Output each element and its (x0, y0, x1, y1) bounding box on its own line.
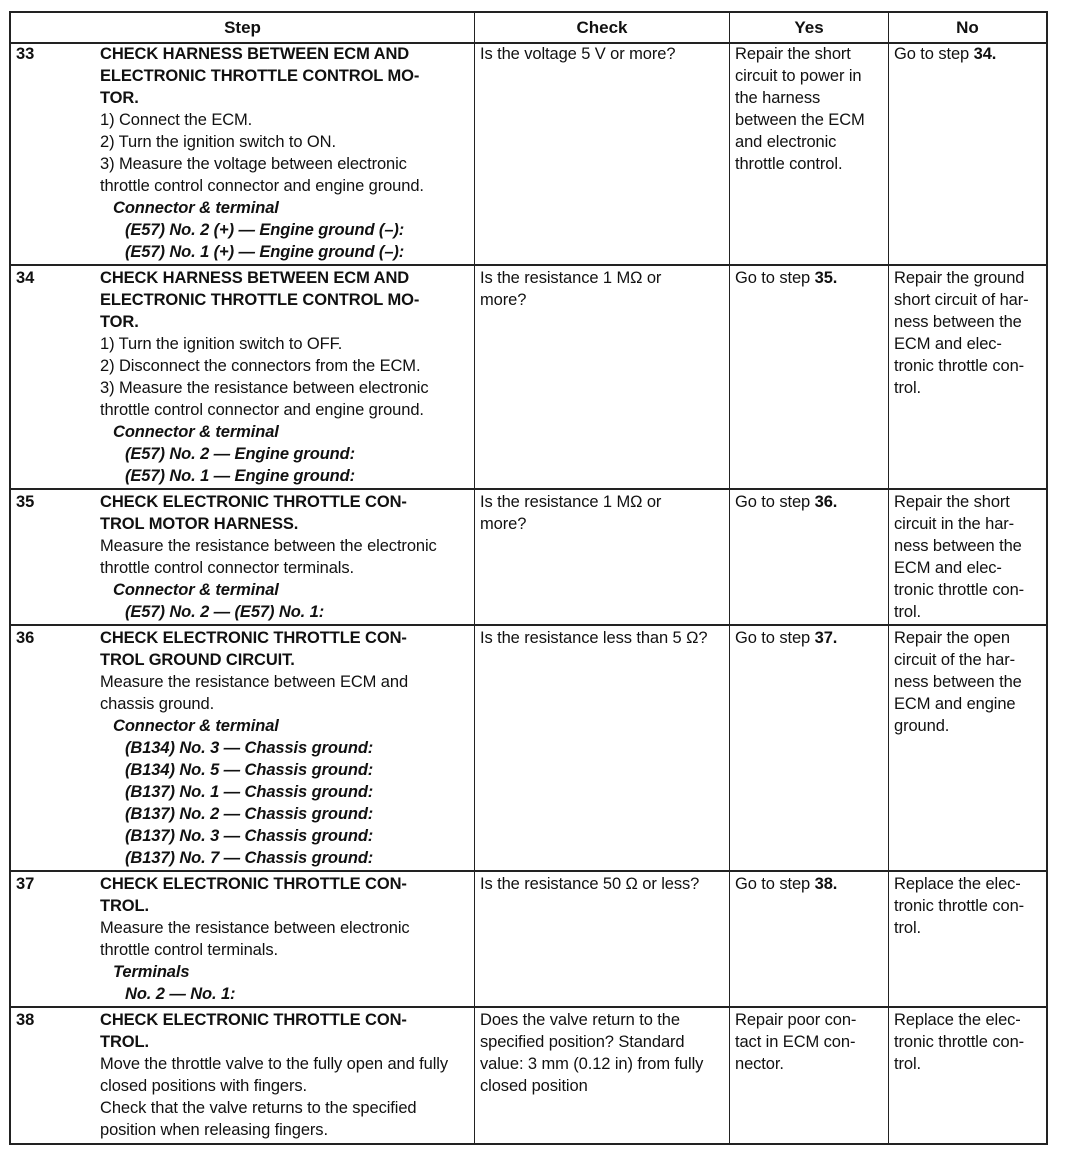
step-title: ELECTRONIC THROTTLE CONTROL MO- (100, 291, 420, 309)
check-text: closed position (480, 1077, 588, 1095)
step-instruction: Move the throttle valve to the fully open and fully (100, 1055, 449, 1073)
yes-cell (735, 873, 890, 895)
step-instruction: closed positions with fingers. (100, 1077, 308, 1095)
connector-terminal: (B137) No. 7 — Chassis ground: (125, 849, 374, 867)
check-text: Does the valve return to the (480, 1011, 680, 1029)
no-text: ness between the (894, 537, 1022, 555)
no-text: Repair the ground (894, 269, 1025, 287)
no-text: trol. (894, 379, 922, 397)
step-instruction: 1) Turn the ignition switch to OFF. (100, 335, 343, 353)
yes-text: Repair poor con- (735, 1011, 857, 1029)
connector-terminal: (E57) No. 1 (+) — Engine ground (–): (125, 243, 405, 261)
yes-cell (735, 491, 890, 513)
table-row (11, 1008, 1046, 1143)
connector-terminal: (E57) No. 2 — (E57) No. 1: (125, 603, 325, 621)
no-text: Replace the elec- (894, 875, 1021, 893)
no-text: Repair the open (894, 629, 1010, 647)
table-row (11, 490, 1046, 626)
step-instruction: throttle control connector terminals. (100, 559, 355, 577)
table-row (11, 626, 1046, 872)
step-title: CHECK ELECTRONIC THROTTLE CON- (100, 875, 407, 893)
connector-terminal: (B137) No. 1 — Chassis ground: (125, 783, 374, 801)
table-header (11, 13, 1046, 44)
step-title: TOR. (100, 89, 139, 107)
check-cell (480, 1009, 732, 1097)
step-cell (100, 1009, 472, 1141)
yes-text: Go to step 37. (735, 629, 838, 647)
check-cell (480, 491, 732, 535)
step-instruction: Measure the resistance between ECM and (100, 673, 409, 691)
yes-cell (735, 1009, 890, 1075)
step-instruction: 2) Turn the ignition switch to ON. (100, 133, 336, 151)
step-instruction: Measure the resistance between the electronic (100, 537, 437, 555)
connector-terminal: (B137) No. 2 — Chassis ground: (125, 805, 374, 823)
no-text: ECM and elec- (894, 335, 1002, 353)
yes-text: Go to step 36. (735, 493, 838, 511)
no-text: Go to step 34. (894, 45, 997, 63)
check-text: value: 3 mm (0.12 in) from fully (480, 1055, 704, 1073)
table-row (11, 42, 1046, 266)
check-cell (480, 267, 732, 311)
check-text: more? (480, 291, 527, 309)
check-text: Is the resistance 1 MΩ or (480, 269, 662, 287)
step-cell (100, 43, 472, 263)
step-instruction: Check that the valve returns to the specified (100, 1099, 417, 1117)
no-text: ness between the (894, 673, 1022, 691)
no-text: trol. (894, 919, 922, 937)
step-title: TROL MOTOR HARNESS. (100, 515, 299, 533)
no-cell (894, 1009, 1044, 1075)
step-instruction: Measure the resistance between electronic (100, 919, 410, 937)
check-cell (480, 627, 732, 649)
header-no: No (956, 18, 979, 37)
table-row (11, 266, 1046, 490)
diagnostic-table (9, 11, 1048, 1145)
step-cell (100, 627, 472, 869)
no-text: Repair the short (894, 493, 1010, 511)
no-text: short circuit of har- (894, 291, 1029, 309)
check-text: Is the resistance less than 5 Ω? (480, 629, 708, 647)
step-instruction: 3) Measure the resistance between electronic (100, 379, 429, 397)
no-text: trol. (894, 1055, 922, 1073)
no-text: ECM and elec- (894, 559, 1002, 577)
step-title: TROL GROUND CIRCUIT. (100, 651, 295, 669)
no-text: circuit of the har- (894, 651, 1015, 669)
yes-step-ref: 35. (814, 269, 838, 287)
yes-text: tact in ECM con- (735, 1033, 856, 1051)
step-number: 33 (16, 45, 35, 63)
step-instruction: 3) Measure the voltage between electronic (100, 155, 407, 173)
yes-text: Go to step 38. (735, 875, 838, 893)
step-number: 38 (16, 1011, 35, 1029)
connector-heading: Connector & terminal (113, 423, 279, 441)
check-cell (480, 873, 732, 895)
step-instruction: chassis ground. (100, 695, 215, 713)
no-text: Replace the elec- (894, 1011, 1021, 1029)
connector-heading: Terminals (113, 963, 190, 981)
no-text: tronic throttle con- (894, 581, 1025, 599)
connector-terminal: (B134) No. 3 — Chassis ground: (125, 739, 374, 757)
yes-text: Go to step 35. (735, 269, 838, 287)
yes-text: circuit to power in (735, 67, 862, 85)
step-title: CHECK ELECTRONIC THROTTLE CON- (100, 629, 407, 647)
step-title: ELECTRONIC THROTTLE CONTROL MO- (100, 67, 420, 85)
step-title: TOR. (100, 313, 139, 331)
header-check: Check (576, 18, 628, 37)
no-cell (894, 873, 1044, 939)
step-instruction: throttle control connector and engine ground. (100, 177, 424, 195)
yes-text: the harness (735, 89, 821, 107)
step-title: CHECK ELECTRONIC THROTTLE CON- (100, 1011, 407, 1029)
yes-text: between the ECM (735, 111, 865, 129)
no-text: tronic throttle con- (894, 357, 1025, 375)
yes-step-ref: 36. (814, 493, 838, 511)
step-title: TROL. (100, 897, 149, 915)
header-step: Step (224, 18, 261, 37)
no-text: ECM and engine (894, 695, 1016, 713)
no-text: tronic throttle con- (894, 897, 1025, 915)
connector-heading: Connector & terminal (113, 199, 279, 217)
step-instruction: 1) Connect the ECM. (100, 111, 253, 129)
step-number: 37 (16, 875, 35, 893)
check-cell (480, 43, 732, 65)
yes-cell (735, 267, 890, 289)
connector-heading: Connector & terminal (113, 581, 279, 599)
step-number: 36 (16, 629, 35, 647)
yes-cell (735, 627, 890, 649)
step-cell (100, 267, 472, 487)
connector-terminal: (E57) No. 2 — Engine ground: (125, 445, 356, 463)
no-text: tronic throttle con- (894, 1033, 1025, 1051)
check-text: Is the resistance 1 MΩ or (480, 493, 662, 511)
connector-terminal: (B137) No. 3 — Chassis ground: (125, 827, 374, 845)
step-instruction: 2) Disconnect the connectors from the ECM. (100, 357, 421, 375)
yes-step-ref: 37. (814, 629, 838, 647)
no-text: circuit in the har- (894, 515, 1015, 533)
connector-terminal: (E57) No. 1 — Engine ground: (125, 467, 356, 485)
no-cell (894, 491, 1044, 623)
connector-terminal: No. 2 — No. 1: (125, 985, 236, 1003)
step-title: CHECK HARNESS BETWEEN ECM AND (100, 45, 410, 63)
no-text: ness between the (894, 313, 1022, 331)
step-title: CHECK HARNESS BETWEEN ECM AND (100, 269, 410, 287)
check-text: Is the resistance 50 Ω or less? (480, 875, 700, 893)
step-instruction: throttle control terminals. (100, 941, 278, 959)
check-text: Is the voltage 5 V or more? (480, 45, 676, 63)
connector-terminal: (B134) No. 5 — Chassis ground: (125, 761, 374, 779)
table-row (11, 872, 1046, 1008)
no-step-ref: 34. (973, 45, 997, 63)
no-cell (894, 267, 1044, 399)
no-cell (894, 43, 1044, 65)
step-instruction: throttle control connector and engine ground. (100, 401, 424, 419)
step-number: 35 (16, 493, 35, 511)
connector-heading: Connector & terminal (113, 717, 279, 735)
check-text: more? (480, 515, 527, 533)
yes-cell (735, 43, 890, 175)
yes-text: throttle control. (735, 155, 843, 173)
yes-text: nector. (735, 1055, 784, 1073)
yes-step-ref: 38. (814, 875, 838, 893)
no-text: trol. (894, 603, 922, 621)
step-instruction: position when releasing fingers. (100, 1121, 328, 1139)
step-cell (100, 873, 472, 1005)
no-cell (894, 627, 1044, 737)
step-title: TROL. (100, 1033, 149, 1051)
step-number: 34 (16, 269, 35, 287)
step-cell (100, 491, 472, 623)
check-text: specified position? Standard (480, 1033, 685, 1051)
connector-terminal: (E57) No. 2 (+) — Engine ground (–): (125, 221, 405, 239)
no-text: ground. (894, 717, 950, 735)
yes-text: and electronic (735, 133, 837, 151)
header-yes: Yes (794, 18, 824, 37)
yes-text: Repair the short (735, 45, 851, 63)
step-title: CHECK ELECTRONIC THROTTLE CON- (100, 493, 407, 511)
